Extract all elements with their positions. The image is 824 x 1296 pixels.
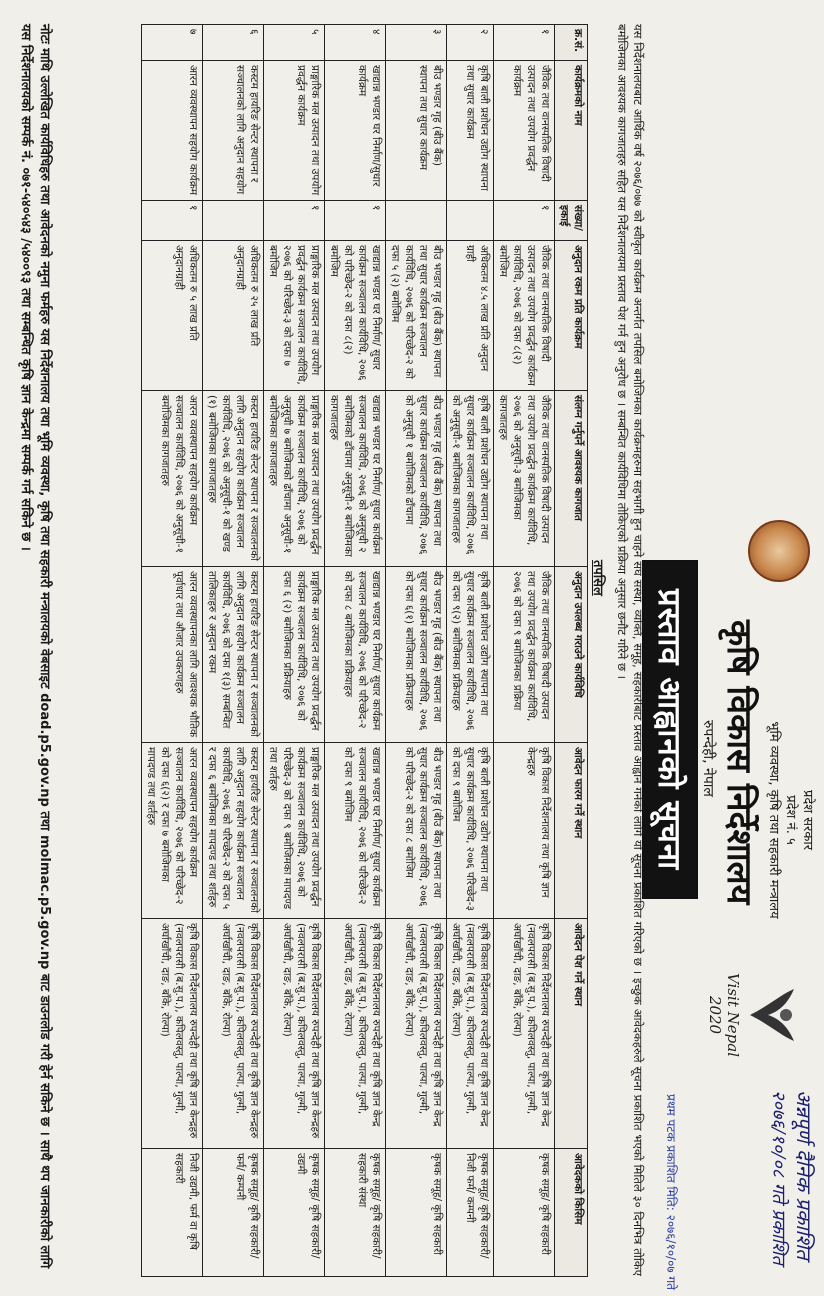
table-cell: कृषि विकास निर्देशनालय रुपन्देही तथा कृषि ज्ञान केन्द्रहरु (नवलपरासी (ब.सु.प.), कपिलवस्तु, पाल्पा, गुल्मी, अर्घाखाँची, दाङ, बाँके, रोल्पा) — [142, 919, 203, 1149]
table-cell: प्राङ्गारिक मल उत्पादन तथा उपयोग प्रवर्द्धन कार्यक्रम सञ्चालन कार्यविधि, २०७६ को परिच्छेद-३ को दफा ९ बमोजिमका मापदण्ड तथा शर्तहरु — [264, 743, 325, 919]
table-cell: खाद्यान्न भण्डार घर निर्माण/सुधार कार्यक्रम — [325, 61, 386, 201]
program-table — [141, 24, 588, 1277]
visit-nepal-text: Visit Nepal 2020 — [706, 972, 742, 1057]
table-cell: कृषि बाली प्रशोधन उद्योग स्थापना तथा सुधार कार्यक्रम सञ्चालन कार्यविधि, २०७६ को दफा ९(२) बमोजिमका प्रक्रियाहरु — [447, 567, 494, 743]
header-cell: क्र.सं. — [555, 25, 588, 61]
table-cell: खाद्यान्न भण्डार घर निर्माण/ सुधार कार्यक्रम सञ्चालन कार्यविधि, २०७६ को अनुसूची २ बमोजिमको ढाँचामा अनुसूची-१ बमोजिमका कागजातहरु — [325, 391, 386, 567]
handwritten-source: अन्नपूर्ण दैनिक प्रकाशित — [792, 1090, 816, 1260]
table-cell: कृषक समूह/ कृषि सहकारी — [494, 1149, 555, 1277]
table-cell: खाद्यान्न भण्डार घर निर्माण/ सुधार कार्यक्रम सञ्चालन कार्यविधि, २०७६ को परिच्छेद-२ को दफा ८(२) बमोजिम — [325, 241, 386, 391]
table-cell: कृषक समूह/ कृषि सहकारी/ उद्यमी — [264, 1149, 325, 1277]
table-cell: जैविक तथा वानस्पतिक विषादी उत्पादन तथा उपयोग प्रवर्द्धन कार्यक्रम कार्यविधि, २०७६ को अनुसूची-३ बमोजिमका कागजातहरु — [494, 391, 555, 567]
header-cell: संलग्न गर्नुपर्ने आवश्यक कागजात — [555, 391, 588, 567]
table-cell: खाद्यान्न भण्डार घर निर्माण/ सुधार कार्यक्रम सञ्चालन कार्यविधि, २०७६ को परिच्छेद-२ को दफा ८ बमोजिमका प्रक्रियाहरु — [325, 567, 386, 743]
publication-stamp — [767, 1090, 818, 1290]
gov-line-3: भूमि व्यवस्था, कृषि तथा सहकारी मन्त्रालय — [766, 721, 781, 919]
table-cell: बीउ भण्डार गृह (बीउ बैंक) स्थापना तथा सुधार कार्यक्रम सञ्चालन कार्यविधि, २०७६ को दफा ६(१) बमोजिमका प्रक्रियाहरु — [386, 567, 447, 743]
first-publish-date: प्रथम पटक प्रकाशित मिति: २०७६/१०/०७ गते — [664, 1094, 678, 1290]
table-cell: कृषि विकास निर्देशनालय रुपन्देही तथा कृषि ज्ञान केन्द्र (नवलपरासी (ब.सु.प.), कपिलवस्तु, पाल्पा, गुल्मी, अर्घाखाँची, दाङ, बाँके, रोल्पा) — [494, 919, 555, 1149]
table-cell: बीउ भण्डार गृह (बीउ बैंक) स्थापना तथा सुधार कार्यक्रम सञ्चालन कार्यविधि, २०७६ को परिच्छेद-२ को दफा ५ (२) बमोजिम — [386, 241, 447, 391]
header-cell: अनुदान उपलब्ध गराउने कार्यविधि — [555, 567, 588, 743]
table-cell: ७ — [142, 25, 203, 61]
table-cell: १ — [142, 201, 203, 241]
footer-note: नोटः माथि उल्लेखित कार्यविधिहरु तथा आवेदनको नमुना फर्महरु यस निर्देशनालय तथा भूमि व्यवस्था, कृषि तथा सहकारी मन्त्रालयको वेबसाइट doad.p5.gov.np तथा molmac.p5.gov.np बाट डाउनलोड गरी हेर्न सकिने छ । साथै थप जानकारीको लागि यस निर्देशनालयको सम्पर्क नं. ०७१-५४०५४३ /५४००९३ तथा सम्बन्धित कृषि ज्ञान केन्द्रमा सम्पर्क गर्न सकिने छ । — [18, 24, 52, 1269]
table-cell: आरन व्यवस्थापन सहयोग कार्यक्रम सञ्चालन कार्यविधि, २०७६ को अनुसूची-१ बमोजिमका कागजातहरु — [142, 391, 203, 567]
table-header-row — [555, 25, 588, 1277]
table-cell: कृषक समूह/ कृषि सहकारी/ फर्म/ कम्पनी — [203, 1149, 264, 1277]
table-cell: निजी उद्यमी, फर्म वा कृषि सहकारी — [142, 1149, 203, 1277]
table-cell: बीउ भण्डार गृह (बीउ बैंक) स्थापना तथा सुधार कार्यक्रम सञ्चालन कार्यविधि, २०७६ को परिच्छेद-२ को दफा ८ बमोजिम — [386, 743, 447, 919]
table-cell — [447, 201, 494, 241]
table-cell: कृषक समूह/ कृषि सहकारी/ निजी फर्म/ कम्पनी — [447, 1149, 494, 1277]
header-cell: संख्या/ इकाई — [555, 201, 588, 241]
table-cell: ५ — [264, 25, 325, 61]
gov-line-2: प्रदेश नं. ५ — [783, 795, 798, 845]
table-cell: १ — [325, 201, 386, 241]
table-cell: अधिकतम ४.५ लाख प्रति अनुदान ग्राही — [447, 241, 494, 391]
table-cell: १ — [264, 201, 325, 241]
table-cell: कृषि विकास निर्देशनालय रुपन्देही तथा कृषि ज्ञान केन्द्रहरु (नवलपरासी (ब.सु.प.), कपिलवस्तु, पाल्पा, गुल्मी, अर्घाखाँची, दाङ, बाँके, रोल्पा) — [203, 919, 264, 1149]
table-cell: प्राङ्गारिक मल उत्पादन तथा उपयोग प्रवर्द्धन कार्यक्रम — [264, 61, 325, 201]
table-cell: प्राङ्गारिक मल उत्पादन तथा उपयोग प्रवर्द्धन कार्यक्रम सञ्चालन कार्यविधि, २०७६ को अनुसूची ७ बमोजिमको ढाँचामा अनुसूची-१ बमोजिमका कागजातहरु — [264, 391, 325, 567]
program-table-wrap — [141, 24, 588, 1277]
table-cell: बीउ भण्डार गृह (बीउ बैंक) स्थापना तथा सुधार कार्यक्रम — [386, 61, 447, 201]
table-cell: कृषक समूह/ कृषि सहकारी/ सहकारी संस्था — [325, 1149, 386, 1277]
table-row — [386, 25, 447, 1277]
table-cell: प्राङ्गारिक मल उत्पादन तथा उपयोग प्रवर्द्धन कार्यक्रम सञ्चालन कार्यविधि, २०७६ को दफा ६ (२) बमोजिमका प्रक्रियाहरु — [264, 567, 325, 743]
gov-line-1: प्रदेश सरकार — [800, 789, 815, 851]
table-cell: कस्टम हायरिङ सेन्टर स्थापना र सञ्चालनको लागि अनुदान सहयोग कार्यक्रम सञ्चालन कार्यविधि, २०७६ को दफा १(३) सम्बन्धित तालिकाहरु र अनुदान रकम — [203, 567, 264, 743]
table-row — [203, 25, 264, 1277]
table-cell: कस्टम हायरिङ सेन्टर स्थापना र सञ्चालनको लागि अनुदान सहयोग — [203, 61, 264, 201]
table-row — [325, 25, 386, 1277]
page-title: कृषि विकास निर्देशालय — [719, 620, 759, 905]
table-cell: कृषि विकास निर्देशनालय रुपन्देही तथा कृषि ज्ञान केन्द्रहरु (नवलपरासी (ब.सु.प.), कपिलवस्तु, पाल्पा, गुल्मी, अर्घाखाँची, दाङ, बाँके, रोल्पा) — [264, 919, 325, 1149]
visit-nepal-flower-icon — [746, 985, 800, 1045]
table-cell: कस्टम हायरिङ सेन्टर स्थापना र सञ्चालनको लागि अनुदान सहयोग कार्यक्रम सञ्चालन कार्यविधि, २०७६ को अनुसूची-१ को खण्ड (१) बमोजिमका कागजातहरु — [203, 391, 264, 567]
table-cell: बीउ भण्डार गृह (बीउ बैंक) स्थापना तथा सुधार कार्यक्रम सञ्चालन कार्यविधि, २०७६ को अनुसूची १ बमोजिमको ढाँचामा — [386, 391, 447, 567]
table-cell: आरन व्यवस्थापनका लागि आवश्यक भौतिक पूर्वाधार तथा औजार उपकरणहरु — [142, 567, 203, 743]
table-cell: कृषि बाली प्रशोधन उद्योग स्थापना तथा सुधार कार्यक्रम — [447, 61, 494, 201]
header-cell: आवेदकको किसिम — [555, 1149, 588, 1277]
table-cell: कृषक समूह/ कृषि सहकारी — [386, 1149, 447, 1277]
intro-paragraph: यस निर्देशनालयबाट आर्थिक वर्ष २०७६/०७७ को स्वीकृत कार्यक्रम अन्तर्गत तपसिल बमोजिमका कार्यक्रमहरुमा सहभागी हुन चाहने संघ संस्था, व्यक्ति, समूह, सहकारीबाट प्रस्ताव आह्वान गर्नको लागि यो सूचना प्रकाशित गरिएको छ । इच्छुक आवेदकहरुले सूचना प्रकाशित भएको मितिले ३० दिनभित्र तोकिए बमोजिमका आवश्यक कागजातहरु सहित यस निर्देशनालयमा प्रस्ताव पेश गर्न हुन अनुरोध छ । सम्बन्धित कार्यविधिमा तोकिएको प्रक्रिया अनुसार छनौट गरिने छ । — [615, 24, 645, 1276]
table-cell: आरन व्यवस्थापन सहयोग कार्यक्रम सञ्चालन कार्यविधि, २०७६ को परिच्छेद-२ को दफा ६(२) र दफा ७ बमोजिमका मापदण्ड तथा शर्तहरु — [142, 743, 203, 919]
table-row — [264, 25, 325, 1277]
table-cell: अधिकतम रु ५ लाख प्रति अनुदानग्राही — [142, 241, 203, 391]
location-text: रुपन्देही, नेपाल — [700, 720, 716, 797]
header-cell: कार्यक्रमको नाम — [555, 61, 588, 201]
table-cell: कृषि विकास निर्देशनालय रुपन्देही तथा कृषि ज्ञान केन्द्र (नवलपरासी (ब.सु.प.), कपिलवस्तु, पाल्पा, गुल्मी, अर्घाखाँची, दाङ, बाँके, रोल्पा) — [325, 919, 386, 1149]
table-cell: १ — [494, 201, 555, 241]
table-cell — [203, 201, 264, 241]
table-cell: खाद्यान्न भण्डार घर निर्माण/ सुधार कार्यक्रम सञ्चालन कार्यविधि, २०७६ को परिच्छेद-२ को दफा ९ बमोजिम — [325, 743, 386, 919]
table-cell: ६ — [203, 25, 264, 61]
table-cell: जैविक तथा वानस्पतिक विषादी उत्पादन तथा उपयोग प्रवर्द्धन कार्यक्रम — [494, 61, 555, 201]
table-row — [142, 25, 203, 1277]
visit-nepal-logo-icon — [706, 960, 800, 1070]
table-cell: ४ — [325, 25, 386, 61]
table-cell: २ — [447, 25, 494, 61]
table-cell: कस्टम हायरिङ सेन्टर स्थापना र सञ्चालनको लागि अनुदान सहयोग कार्यक्रम सञ्चालन कार्यविधि, २०७६ को परिच्छेद-२ को दफा ५ र दफा ६ बमोजिमका मापदण्ड तथा शर्तहरु — [203, 743, 264, 919]
table-cell: जैविक तथा वानस्पतिक विषादी उत्पादन तथा उपयोग प्रवर्द्धन कार्यक्रम कार्यविधि, २०७६ को दफा ८(२) बमोजिम — [494, 241, 555, 391]
table-cell: अधिकतम रु २५ लाख प्रति अनुदानग्राही — [203, 241, 264, 391]
table-caption: तपसिल — [590, 560, 605, 596]
table-row — [447, 25, 494, 1277]
handwritten-date: २०७६/१०/०८ गते प्रकाशित — [768, 1090, 789, 1265]
table-cell: प्राङ्गारिक मल उत्पादन तथा उपयोग प्रवर्द्धन कार्यक्रम सञ्चालन कार्यविधि, २०७६ को परिच्छेद-३ को दफा ७ बमोजिम — [264, 241, 325, 391]
table-cell: कृषि बाली प्रशोधन उद्योग स्थापना तथा सुधार कार्यक्रम सञ्चालन कार्यविधि, २०७६ को अनुसूची-१ बमोजिमका कागजातहरु — [447, 391, 494, 567]
table-cell: कृषि विकास निर्देशनालय रुपन्देही तथा कृषि ज्ञान केन्द्र (नवलपरासी (ब.सु.प.), कपिलवस्तु, पाल्पा, गुल्मी, अर्घाखाँची, दाङ, बाँके, रोल्पा) — [447, 919, 494, 1149]
table-cell: जैविक तथा वानस्पतिक विषादी उत्पादन तथा उपयोग प्रवर्द्धन कार्यक्रम कार्यविधि, २०७६ को दफा ९ बमोजिमका प्रक्रिया — [494, 567, 555, 743]
table-cell: आरन व्यवस्थापन सहयोग कार्यक्रम — [142, 61, 203, 201]
table-cell — [386, 201, 447, 241]
table-cell: कृषि बाली प्रशोधन उद्योग स्थापना तथा सुधार कार्यक्रम कार्यविधि, २०७६ परिच्छेद-३ को दफा ९ बमोजिम — [447, 743, 494, 919]
header-cell: आवेदन पेश गर्ने स्थान — [555, 919, 588, 1149]
table-cell: कृषि विकास निर्देशनालय तथा कृषि ज्ञान केन्द्रहरु — [494, 743, 555, 919]
table-cell: १ — [494, 25, 555, 61]
table-cell: कृषि विकास निर्देशनालय रुपन्देही तथा कृषि ज्ञान केन्द्र (नवलपरासी (ब.सु.प.), कपिलवस्तु, पाल्पा, गुल्मी, अर्घाखाँची, दाङ, बाँके, रोल्पा) — [386, 919, 447, 1149]
table-row — [494, 25, 555, 1277]
header-cell: आवेदन फारम गर्ने स्थान — [555, 743, 588, 919]
notice-title-box: प्रस्ताव आह्वानको सूचना — [642, 560, 698, 899]
table-cell: ३ — [386, 25, 447, 61]
header-cell: अनुदान रकम प्रति कार्यक्रम — [555, 241, 588, 391]
